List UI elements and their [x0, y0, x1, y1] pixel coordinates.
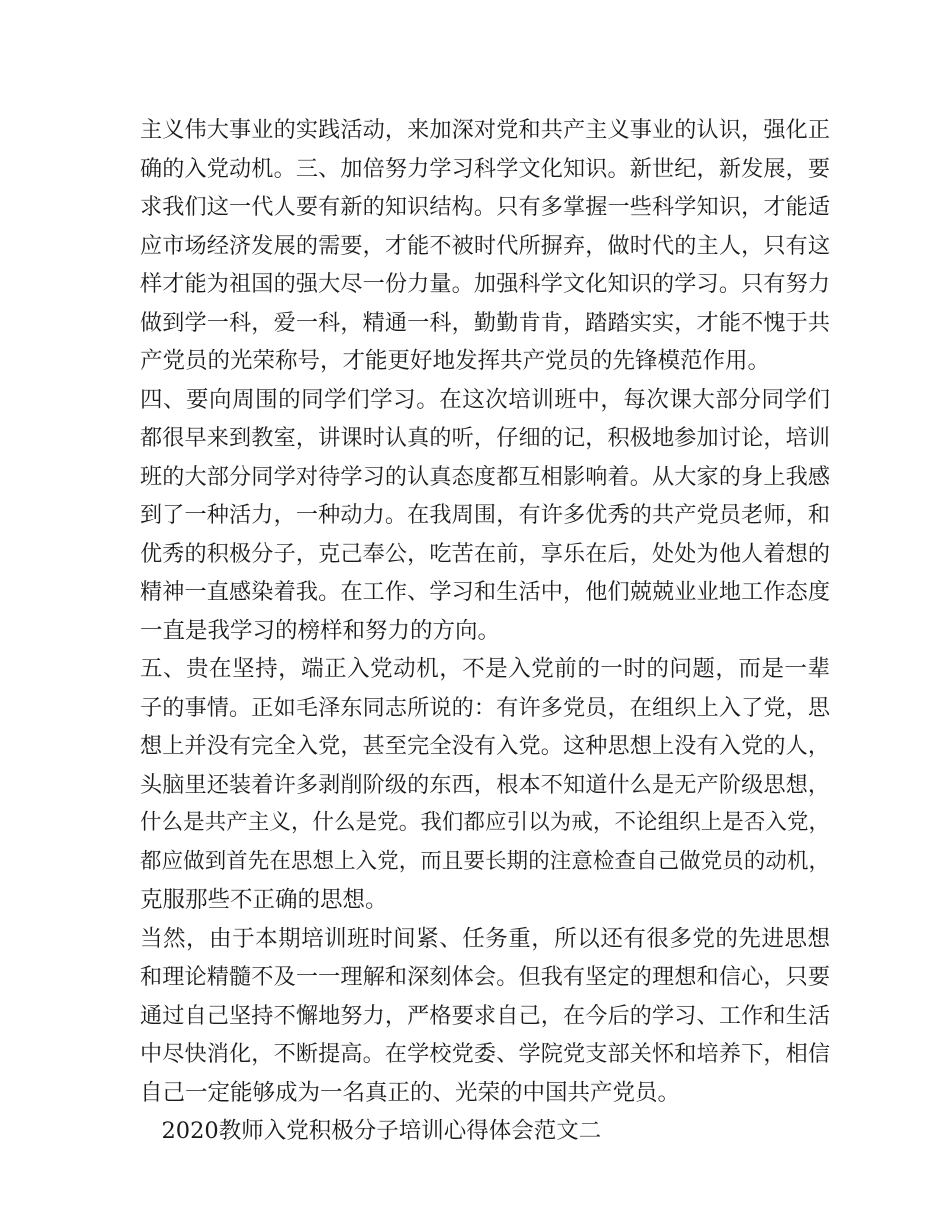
text-line: 都应做到首先在思想上入党，而且要长期的注意检查自己做党员的动机， [140, 848, 830, 874]
text-line: 确的入党动机。三、加倍努力学习科学文化知识。新世纪，新发展，要 [140, 155, 830, 182]
text-line: 和理论精髓不及一一理解和深刻体会。但我有坚定的理想和信心，只要 [140, 964, 830, 990]
text-line: 优秀的积极分子，克己奉公，吃苦在前，享乐在后，处处为他人着想的 [140, 540, 830, 567]
text-line: 到了一种活力，一种动力。在我周围，有许多优秀的共产党员老师，和 [140, 502, 830, 528]
text-line: 克服那些不正确的思想。 [140, 887, 388, 913]
text-line: 自己一定能够成为一名真正的、光荣的中国共产党员。 [140, 1079, 681, 1106]
text-line: 想上并没有完全入党，甚至完全没有入党。这种思想上没有入党的人， [140, 733, 830, 759]
text-line: 主义伟大事业的实践活动，来加深对党和共产主义事业的认识，强化正 [140, 117, 830, 143]
text-line: 子的事情。正如毛泽东同志所说的：有许多党员，在组织上入了党，思 [140, 694, 830, 721]
text-line: 班的大部分同学对待学习的认真态度都互相影响着。从大家的身上我感 [140, 463, 830, 490]
text-line: 当然，由于本期培训班时间紧、任务重，所以还有很多党的先进思想 [140, 925, 830, 952]
text-line: 产党员的光荣称号，才能更好地发挥共产党员的先锋模范作用。 [140, 348, 771, 374]
text-line: 什么是共产主义，什么是党。我们都应引以为戒，不论组织上是否入党， [140, 810, 830, 835]
document-body [140, 111, 830, 1151]
text-line: 样才能为祖国的强大尽一份力量。加强科学文化知识的学习。只有努力 [140, 271, 830, 297]
text-line: 中尽快消化，不断提高。在学校党委、学院党支部关怀和培养下，相信 [140, 1041, 830, 1067]
text-line: 一直是我学习的榜样和努力的方向。 [140, 617, 501, 644]
text-line: 通过自己坚持不懈地努力，严格要求自己，在今后的学习、工作和生活 [140, 1002, 830, 1029]
section-heading: 2020教师入党积极分子培训心得体会范文二 [140, 1118, 602, 1144]
text-line: 都很早来到教室，讲课时认真的听，仔细的记，积极地参加讨论，培训 [140, 425, 830, 451]
text-line: 做到学一科，爱一科，精通一科，勤勤肯肯，踏踏实实，才能不愧于共 [140, 309, 830, 336]
text-line: 四、要向周围的同学们学习。在这次培训班中，每次课大部分同学们 [140, 386, 830, 413]
text-line: 头脑里还装着许多剥削阶级的东西，根本不知道什么是无产阶级思想， [140, 771, 830, 798]
text-line: 应市场经济发展的需要，才能不被时代所摒弃，做时代的主人，只有这 [140, 232, 830, 259]
text-line: 五、贵在坚持，端正入党动机，不是入党前的一时的问题，而是一辈 [140, 656, 830, 682]
text-line: 求我们这一代人要有新的知识结构。只有多掌握一些科学知识，才能适 [140, 194, 830, 220]
text-line: 精神一直感染着我。在工作、学习和生活中，他们兢兢业业地工作态度 [140, 579, 830, 605]
